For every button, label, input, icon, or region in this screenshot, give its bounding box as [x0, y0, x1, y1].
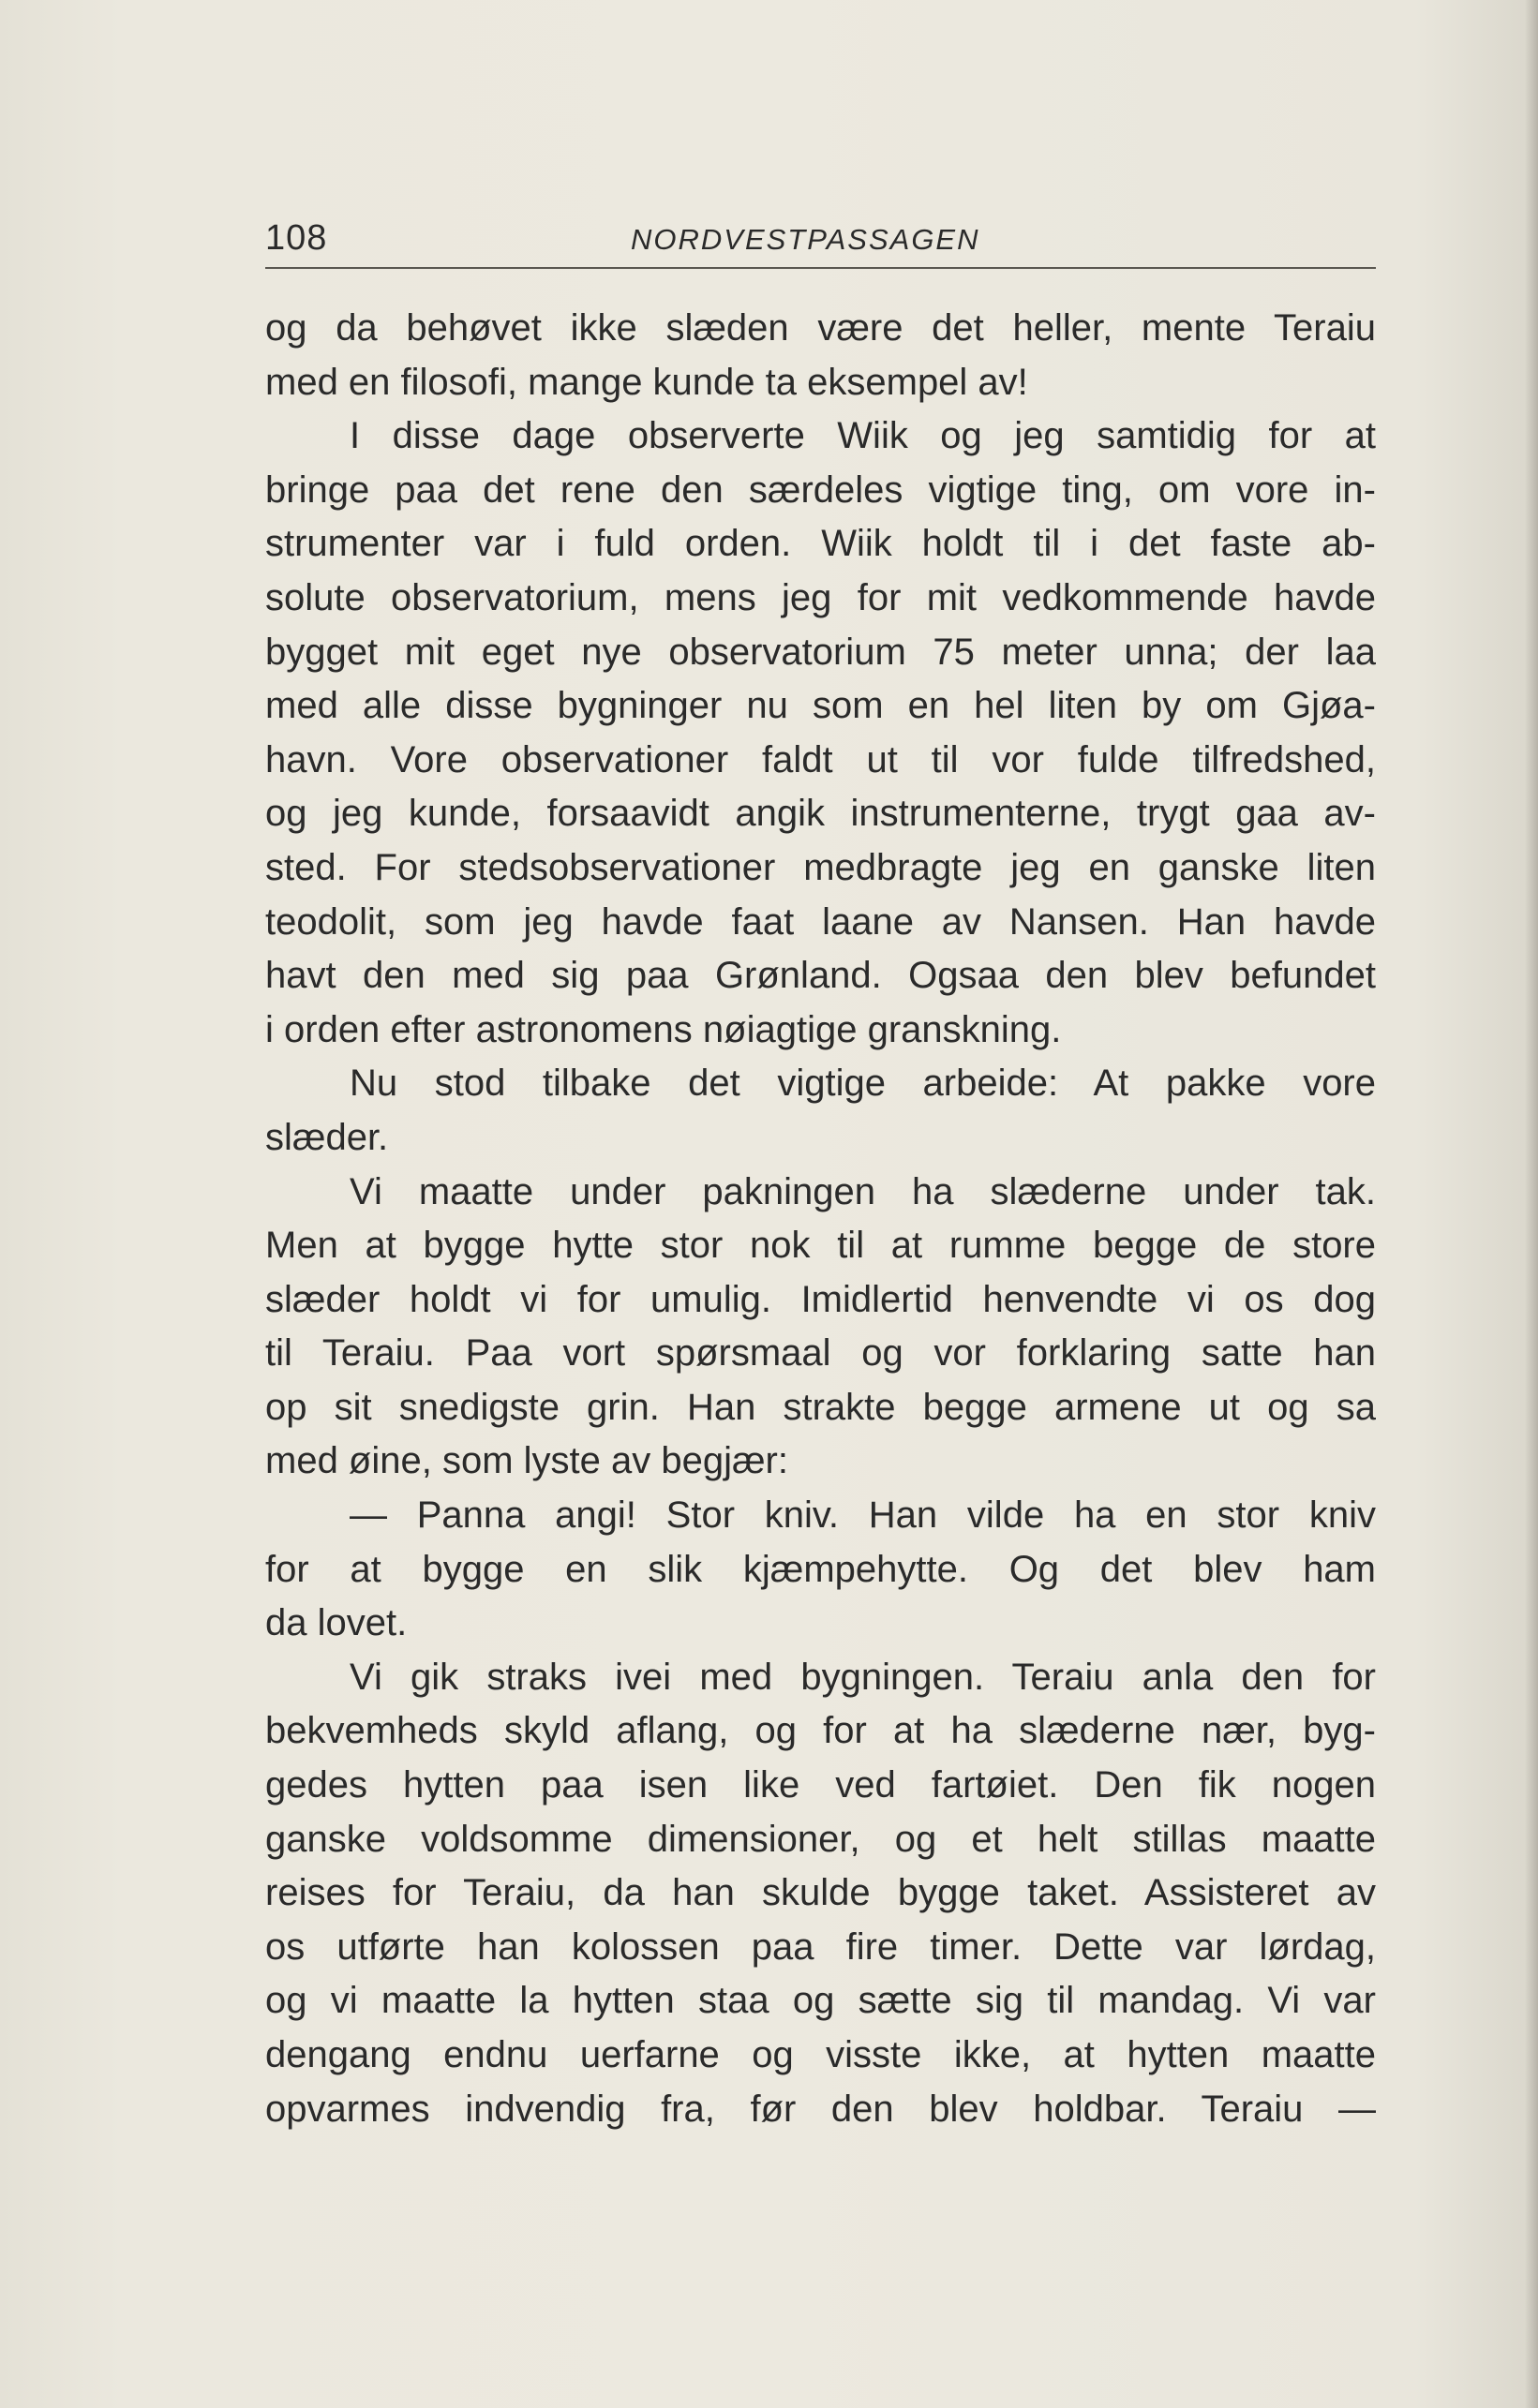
text-line: slæder.: [265, 1116, 389, 1158]
text-line: os utførte han kolossen paa fire timer. Dette var lørdag,: [265, 1925, 1376, 1968]
text-line: i orden efter astronomens nøiagtige granskning.: [265, 1008, 1062, 1050]
text-line: og jeg kunde, forsaavidt angik instrumenterne, trygt gaa av-: [265, 793, 1376, 835]
page-edge-shadow: [1525, 0, 1538, 2408]
text-line: sted. For stedsobservationer medbragte jeg en ganske liten: [265, 846, 1376, 888]
text-line: havt den med sig paa Grønland. Ogsaa den blev befundet: [265, 955, 1376, 997]
text-line: med en filosofi, mange kunde ta eksempel av!: [265, 361, 1028, 403]
text-line: bygget mit eget nye observatorium 75 meter unna; der laa: [265, 631, 1376, 673]
page-header: [265, 214, 1374, 262]
page-number: 108: [265, 218, 328, 258]
text-line: og da behøvet ikke slæden være det heller, mente Teraiu: [265, 307, 1376, 349]
text-line: med alle disse bygninger nu som en hel liten by om Gjøa-: [265, 685, 1376, 727]
text-line: ganske voldsomme dimensioner, og et helt stillas maatte: [265, 1818, 1376, 1860]
text-line: bekvemheds skyld aflang, og for at ha slæderne nær, byg-: [265, 1710, 1376, 1752]
text-line: opvarmes indvendig fra, før den blev holdbar. Teraiu —: [265, 2088, 1376, 2130]
text-line: I disse dage observerte Wiik og jeg samtidig for at: [350, 415, 1376, 457]
text-line: dengang endnu uerfarne og visste ikke, at hytten maatte: [265, 2034, 1376, 2075]
text-line: op sit snedigste grin. Han strakte begge armene ut og sa: [265, 1386, 1376, 1428]
text-line: gedes hytten paa isen like ved fartøiet. Den fik nogen: [265, 1764, 1376, 1806]
text-line: for at bygge en slik kjæmpehytte. Og det blev ham: [265, 1548, 1376, 1590]
text-line: og vi maatte la hytten staa og sætte sig til mandag. Vi var: [265, 1980, 1376, 2022]
text-line: med øine, som lyste av begjær:: [265, 1440, 788, 1482]
header-rule: [265, 267, 1376, 269]
text-line: havn. Vore observationer faldt ut til vor fulde tilfredshed,: [265, 738, 1376, 780]
text-line: Vi gik straks ivei med bygningen. Teraiu anla den for: [350, 1656, 1376, 1698]
text-line: solute observatorium, mens jeg for mit vedkommende havde: [265, 576, 1376, 618]
text-line: bringe paa det rene den særdeles vigtige ting, om vore in-: [265, 468, 1376, 511]
text-line: til Teraiu. Paa vort spørsmaal og vor forklaring satte han: [265, 1332, 1376, 1375]
running-head: NORDVESTPASSAGEN: [631, 223, 980, 256]
text-line: Nu stod tilbake det vigtige arbeide: At pakke vore: [350, 1063, 1376, 1105]
text-line: strumenter var i fuld orden. Wiik holdt til i det faste ab-: [265, 523, 1376, 565]
text-line: Vi maatte under pakningen ha slæderne under tak.: [350, 1170, 1376, 1212]
text-line: reises for Teraiu, da han skulde bygge taket. Assisteret av: [265, 1872, 1376, 1914]
text-line: da lovet.: [265, 1602, 408, 1644]
text-line: slæder holdt vi for umulig. Imidlertid henvendte vi os dog: [265, 1278, 1376, 1320]
text-line: Men at bygge hytte stor nok til at rumme begge de store: [265, 1225, 1376, 1267]
text-line: teodolit, som jeg havde faat laane av Nansen. Han havde: [265, 900, 1376, 943]
text-line: — Panna angi! Stor kniv. Han vilde ha en stor kniv: [350, 1494, 1376, 1537]
body-text: [265, 302, 1376, 2136]
